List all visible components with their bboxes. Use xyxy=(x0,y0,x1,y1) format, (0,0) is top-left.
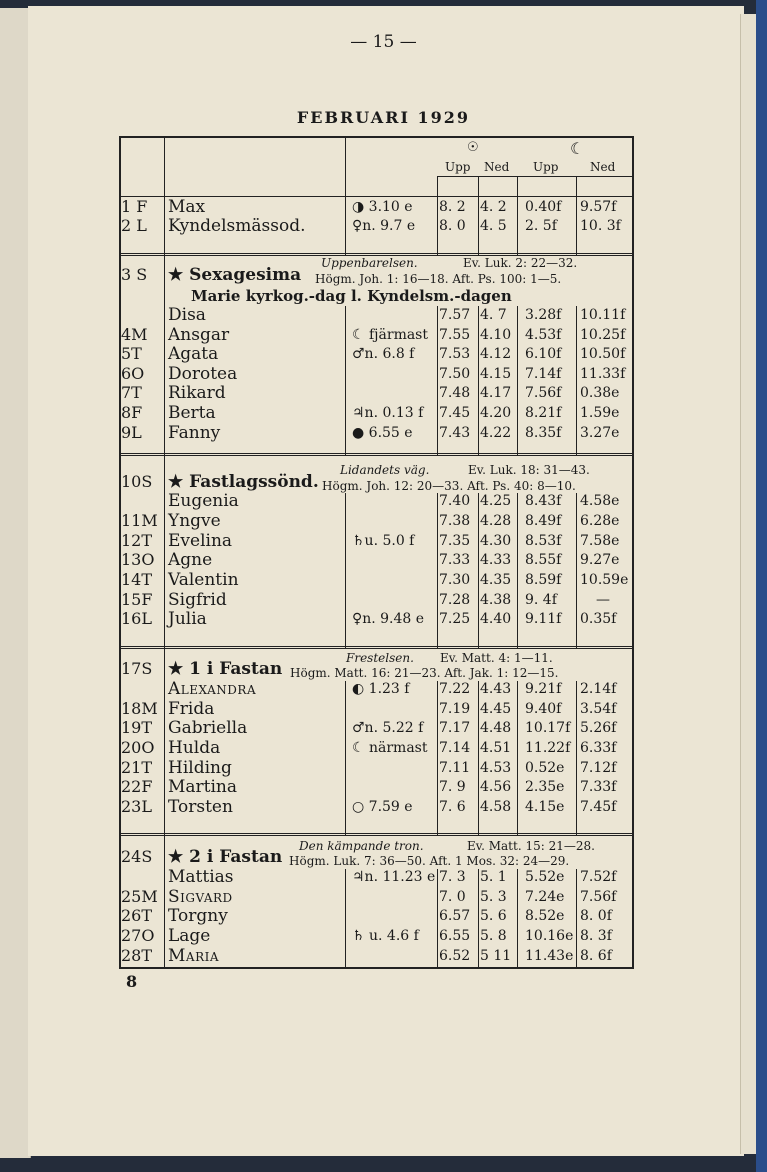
name-day: Max xyxy=(168,197,206,217)
moonrise-time: 8.59f xyxy=(525,572,562,588)
sunrise-time: 7.19 xyxy=(439,701,471,717)
sunrise-time: 7.25 xyxy=(439,611,471,627)
name-day: Rikard xyxy=(168,383,226,403)
column-rule xyxy=(437,306,438,455)
sunday-text: Lidandets väg. xyxy=(340,463,430,477)
column-rule xyxy=(164,255,165,306)
sunrise-time: 7. 9 xyxy=(439,779,466,795)
book-cover xyxy=(756,0,767,1172)
day-label: 18M xyxy=(121,699,158,718)
day-label: 19T xyxy=(121,718,153,737)
page-edges xyxy=(740,14,757,1154)
astro-event: ♀n. 9.48 e xyxy=(352,611,425,627)
moonrise-time: 8.49f xyxy=(525,513,562,529)
sunday-refs: Ev. Matt. 15: 21—28. xyxy=(467,839,595,853)
sunrise-time: 7.48 xyxy=(439,385,471,401)
sunset-time: 4. 5 xyxy=(480,218,507,234)
astro-event: ♄u. 5.0 f xyxy=(352,533,415,549)
sunday-name: ★ 2 i Fastan xyxy=(168,847,283,867)
day-label: 2 L xyxy=(121,216,147,235)
astro-event: ● 6.55 e xyxy=(352,425,413,441)
sunset-time: 4.20 xyxy=(480,405,512,421)
sunrise-time: 8. 0 xyxy=(439,218,466,234)
day-label: 7T xyxy=(121,383,142,402)
sunrise-time: 8. 2 xyxy=(439,199,466,215)
moonset-time: 1.59e xyxy=(580,405,620,421)
sunday-name: ★ Fastlagssönd. xyxy=(168,472,319,492)
column-rule xyxy=(437,869,438,968)
astro-event: ♄ u. 4.6 f xyxy=(352,928,419,944)
sunset-time: 4.53 xyxy=(480,760,512,776)
moonrise-time: 8.43f xyxy=(525,493,562,509)
column-rule xyxy=(345,493,346,648)
sunrise-time: 7.40 xyxy=(439,493,471,509)
moonrise-time: 8.35f xyxy=(525,425,562,441)
moonrise-time: 8.21f xyxy=(525,405,562,421)
sunrise-time: 7.30 xyxy=(439,572,471,588)
moonset-time: 7.52f xyxy=(580,869,617,885)
day-label: 1 F xyxy=(121,197,148,216)
astro-event: ♂n. 5.22 f xyxy=(352,720,424,736)
moonrise-time: 4.15e xyxy=(525,799,565,815)
sunset-time: 5. 1 xyxy=(480,869,507,885)
sunrise-time: 6.57 xyxy=(439,908,471,924)
sunday-hogm: Högm. Luk. 7: 36—50. Aft. 1 Mos. 32: 24—29. xyxy=(289,854,570,868)
column-rule xyxy=(478,869,479,968)
name-day: Ansgar xyxy=(168,325,230,345)
name-day: Sigvard xyxy=(168,887,233,907)
moonset-time: 10.50f xyxy=(580,346,626,362)
sunrise-time: 6.52 xyxy=(439,948,471,964)
day-label: 16L xyxy=(121,609,152,628)
sunset-time: 4.33 xyxy=(480,552,512,568)
moonrise-time: 10.16e xyxy=(525,928,574,944)
moonset-time: 10.59e xyxy=(580,572,629,588)
day-label: 26T xyxy=(121,906,153,925)
moonrise-time: 2. 5f xyxy=(525,218,557,234)
moonrise-time: 8.52e xyxy=(525,908,565,924)
page-number: — 15 — xyxy=(350,32,417,52)
moonset-time: 9.57f xyxy=(580,199,617,215)
sunrise-time: 7.11 xyxy=(439,760,471,776)
day-label: 23L xyxy=(121,797,152,816)
moonrise-time: 10.17f xyxy=(525,720,571,736)
moonrise-time: 0.40f xyxy=(525,199,562,215)
day-label: 9L xyxy=(121,423,142,442)
sunday-extra: Marie kyrkog.-dag l. Kyndelsm.-dagen xyxy=(191,287,512,305)
column-rule xyxy=(517,869,518,968)
column-rule xyxy=(437,493,438,648)
name-day: Frida xyxy=(168,699,215,719)
moonrise-time: 9.40f xyxy=(525,701,562,717)
day-label: 10S xyxy=(121,472,153,491)
row-rule xyxy=(121,833,632,834)
column-rule xyxy=(478,493,479,648)
moonset-time: 10.11f xyxy=(580,307,626,323)
day-label: 11M xyxy=(121,511,158,530)
sunday-name: ★ Sexagesima xyxy=(168,265,302,285)
moonrise-time: 6.10f xyxy=(525,346,562,362)
moonset-time: — xyxy=(596,592,610,608)
column-rule xyxy=(164,455,165,493)
sunrise-time: 7.55 xyxy=(439,327,471,343)
sunset-time: 4.58 xyxy=(480,799,512,815)
moonset-time: 3.27e xyxy=(580,425,620,441)
moonset-time: 6.28e xyxy=(580,513,620,529)
sunset-time: 4.25 xyxy=(480,493,512,509)
sunset-time: 4.40 xyxy=(480,611,512,627)
day-label: 3 S xyxy=(121,265,148,284)
moonset-time: 2.14f xyxy=(580,681,617,697)
day-label: 21T xyxy=(121,758,153,777)
sunday-refs: Ev. Matt. 4: 1—11. xyxy=(440,651,553,665)
column-rule xyxy=(345,306,346,455)
astro-event: ♀n. 9.7 e xyxy=(352,218,416,234)
name-day: Eugenia xyxy=(168,491,239,511)
day-label: 24S xyxy=(121,847,153,866)
column-rule xyxy=(345,681,346,835)
sunrise-time: 7.35 xyxy=(439,533,471,549)
sunday-refs: Ev. Luk. 18: 31—43. xyxy=(468,463,590,477)
name-day: Alexandra xyxy=(168,679,257,699)
day-label: 13O xyxy=(121,550,155,569)
moon-upp-header: Upp xyxy=(533,160,559,174)
astro-event: ♂n. 6.8 f xyxy=(352,346,415,362)
day-label: 6O xyxy=(121,364,145,383)
sunset-time: 4.48 xyxy=(480,720,512,736)
sun-upp-header: Upp xyxy=(445,160,471,174)
column-rule xyxy=(576,493,577,648)
moonrise-time: 9. 4f xyxy=(525,592,557,608)
sunrise-time: 7.14 xyxy=(439,740,471,756)
signature-mark: 8 xyxy=(126,972,138,991)
sunset-time: 4.51 xyxy=(480,740,512,756)
sunday-text: Uppenbarelsen. xyxy=(321,256,418,270)
row-rule xyxy=(437,176,517,177)
moonrise-time: 2.35e xyxy=(525,779,565,795)
day-label: 12T xyxy=(121,531,153,550)
moonset-time: 9.27e xyxy=(580,552,620,568)
sunset-time: 4. 7 xyxy=(480,307,507,323)
sunrise-time: 7.17 xyxy=(439,720,471,736)
sunset-time: 4.38 xyxy=(480,592,512,608)
moonrise-time: 8.55f xyxy=(525,552,562,568)
column-rule xyxy=(345,869,346,968)
sunday-hogm: Högm. Joh. 1: 16—18. Aft. Ps. 100: 1—5. xyxy=(315,272,562,286)
sunset-time: 4.30 xyxy=(480,533,512,549)
sunrise-time: 7.38 xyxy=(439,513,471,529)
sunday-refs: Ev. Luk. 2: 22—32. xyxy=(463,256,578,270)
moonrise-time: 11.22f xyxy=(525,740,571,756)
moonset-time: 11.33f xyxy=(580,366,626,382)
moonset-time: 6.33f xyxy=(580,740,617,756)
name-day: Mattias xyxy=(168,867,234,887)
column-rule xyxy=(164,681,165,835)
column-rule xyxy=(576,869,577,968)
sunrise-time: 7. 6 xyxy=(439,799,466,815)
day-label: 4M xyxy=(121,325,148,344)
astro-event: ◑ 3.10 e xyxy=(352,199,413,215)
column-rule xyxy=(517,306,518,455)
astro-event: ☾ närmast xyxy=(352,740,428,756)
name-day: Lage xyxy=(168,926,211,946)
name-day: Kyndelsmässod. xyxy=(168,216,306,236)
sunrise-time: 7.22 xyxy=(439,681,471,697)
column-rule xyxy=(164,648,165,681)
name-day: Maria xyxy=(168,946,220,966)
name-day: Disa xyxy=(168,305,206,325)
day-label: 25M xyxy=(121,887,158,906)
sunrise-time: 7.50 xyxy=(439,366,471,382)
column-rule xyxy=(517,493,518,648)
sunset-time: 4.45 xyxy=(480,701,512,717)
row-rule xyxy=(121,835,632,836)
row-rule xyxy=(121,648,632,649)
sunset-time: 4.22 xyxy=(480,425,512,441)
day-label: 14T xyxy=(121,570,153,589)
moon-icon: ☾ xyxy=(570,139,585,158)
page-title: FEBRUARI 1929 xyxy=(296,108,471,127)
row-rule xyxy=(121,646,632,647)
sunset-time: 4. 2 xyxy=(480,199,507,215)
moonrise-time: 9.11f xyxy=(525,611,562,627)
sunrise-time: 7.28 xyxy=(439,592,471,608)
sunset-time: 4.56 xyxy=(480,779,512,795)
moonset-time: 8. 6f xyxy=(580,948,612,964)
name-day: Hulda xyxy=(168,738,221,758)
name-day: Julia xyxy=(168,609,207,629)
day-label: 22F xyxy=(121,777,153,796)
sunrise-time: 7.57 xyxy=(439,307,471,323)
moonset-time: 0.38e xyxy=(580,385,620,401)
sunday-name: ★ 1 i Fastan xyxy=(168,659,283,679)
name-day: Gabriella xyxy=(168,718,248,738)
moonrise-time: 4.53f xyxy=(525,327,562,343)
column-rule xyxy=(164,493,165,648)
sunday-text: Den kämpande tron. xyxy=(299,839,424,853)
sunday-hogm: Högm. Joh. 12: 20—33. Aft. Ps. 40: 8—10. xyxy=(322,479,576,493)
sunset-time: 4.35 xyxy=(480,572,512,588)
name-day: Sigfrid xyxy=(168,590,227,610)
sunset-time: 4.12 xyxy=(480,346,512,362)
row-rule xyxy=(121,253,632,254)
sunrise-time: 7.53 xyxy=(439,346,471,362)
moonrise-time: 8.53f xyxy=(525,533,562,549)
name-day: Hilding xyxy=(168,758,232,778)
sunrise-time: 7. 3 xyxy=(439,869,466,885)
moonset-time: 7.33f xyxy=(580,779,617,795)
moonset-time: 10.25f xyxy=(580,327,626,343)
sunset-time: 5. 6 xyxy=(480,908,507,924)
row-rule xyxy=(121,453,632,454)
moonset-time: 7.56f xyxy=(580,889,617,905)
column-rule xyxy=(437,176,438,255)
astro-event: ○ 7.59 e xyxy=(352,799,413,815)
sunset-time: 4.15 xyxy=(480,366,512,382)
day-label: 5T xyxy=(121,344,142,363)
name-day: Torgny xyxy=(168,906,228,926)
sunset-time: 4.10 xyxy=(480,327,512,343)
sunset-time: 5. 3 xyxy=(480,889,507,905)
row-rule xyxy=(121,455,632,456)
moonrise-time: 0.52e xyxy=(525,760,565,776)
sun-icon: ☉ xyxy=(467,140,479,155)
day-label: 17S xyxy=(121,659,153,678)
astro-event: ♃n. 0.13 f xyxy=(352,405,424,421)
sunset-time: 5 11 xyxy=(480,948,512,964)
name-day: Valentin xyxy=(168,570,239,590)
sunset-time: 4.17 xyxy=(480,385,512,401)
day-label: 27O xyxy=(121,926,155,945)
moonset-time: 10. 3f xyxy=(580,218,621,234)
column-rule xyxy=(576,176,577,255)
moonset-time: 8. 0f xyxy=(580,908,612,924)
moon-ned-header: Ned xyxy=(590,160,616,174)
moonset-time: 7.45f xyxy=(580,799,617,815)
moonrise-time: 3.28f xyxy=(525,307,562,323)
sunset-time: 4.43 xyxy=(480,681,512,697)
moonset-time: 4.58e xyxy=(580,493,620,509)
sunrise-time: 7.33 xyxy=(439,552,471,568)
column-rule xyxy=(437,681,438,835)
column-rule xyxy=(164,306,165,455)
column-rule xyxy=(576,306,577,455)
name-day: Evelina xyxy=(168,531,233,551)
sunday-text: Frestelsen. xyxy=(346,651,414,665)
name-day: Agne xyxy=(168,550,213,570)
sunset-time: 4.28 xyxy=(480,513,512,529)
astro-event: ☾ fjärmast xyxy=(352,327,428,343)
name-day: Yngve xyxy=(168,511,221,531)
name-day: Berta xyxy=(168,403,216,423)
moonrise-time: 5.52e xyxy=(525,869,565,885)
name-day: Martina xyxy=(168,777,238,797)
sun-ned-header: Ned xyxy=(484,160,510,174)
moonset-time: 8. 3f xyxy=(580,928,612,944)
left-page-edge xyxy=(0,8,31,1158)
column-rule xyxy=(478,681,479,835)
sunrise-time: 7.45 xyxy=(439,405,471,421)
moonrise-time: 9.21f xyxy=(525,681,562,697)
column-rule xyxy=(164,835,165,869)
sunrise-time: 7. 0 xyxy=(439,889,466,905)
column-rule xyxy=(478,306,479,455)
sunday-hogm: Högm. Matt. 16: 21—23. Aft. Jak. 1: 12—15. xyxy=(290,666,559,680)
day-label: 28T xyxy=(121,946,153,965)
moonset-time: 5.26f xyxy=(580,720,617,736)
name-day: Torsten xyxy=(168,797,233,817)
astro-event: ♃n. 11.23 e xyxy=(352,869,436,885)
name-day: Agata xyxy=(168,344,219,364)
moonrise-time: 7.24e xyxy=(525,889,565,905)
day-label: 20O xyxy=(121,738,155,757)
column-rule xyxy=(517,176,518,255)
moonrise-time: 11.43e xyxy=(525,948,574,964)
column-rule xyxy=(164,869,165,968)
astro-event: ◐ 1.23 f xyxy=(352,681,410,697)
moonset-time: 0.35f xyxy=(580,611,617,627)
sunrise-time: 7.43 xyxy=(439,425,471,441)
moonrise-time: 7.14f xyxy=(525,366,562,382)
column-rule xyxy=(576,681,577,835)
column-rule xyxy=(517,681,518,835)
column-rule xyxy=(478,176,479,255)
name-day: Dorotea xyxy=(168,364,238,384)
moonset-time: 7.12f xyxy=(580,760,617,776)
sunrise-time: 6.55 xyxy=(439,928,471,944)
day-label: 8F xyxy=(121,403,143,422)
name-day: Fanny xyxy=(168,423,221,443)
sunset-time: 5. 8 xyxy=(480,928,507,944)
moonset-time: 7.58e xyxy=(580,533,620,549)
row-rule xyxy=(517,176,632,177)
moonrise-time: 7.56f xyxy=(525,385,562,401)
day-label: 15F xyxy=(121,590,153,609)
moonset-time: 3.54f xyxy=(580,701,617,717)
